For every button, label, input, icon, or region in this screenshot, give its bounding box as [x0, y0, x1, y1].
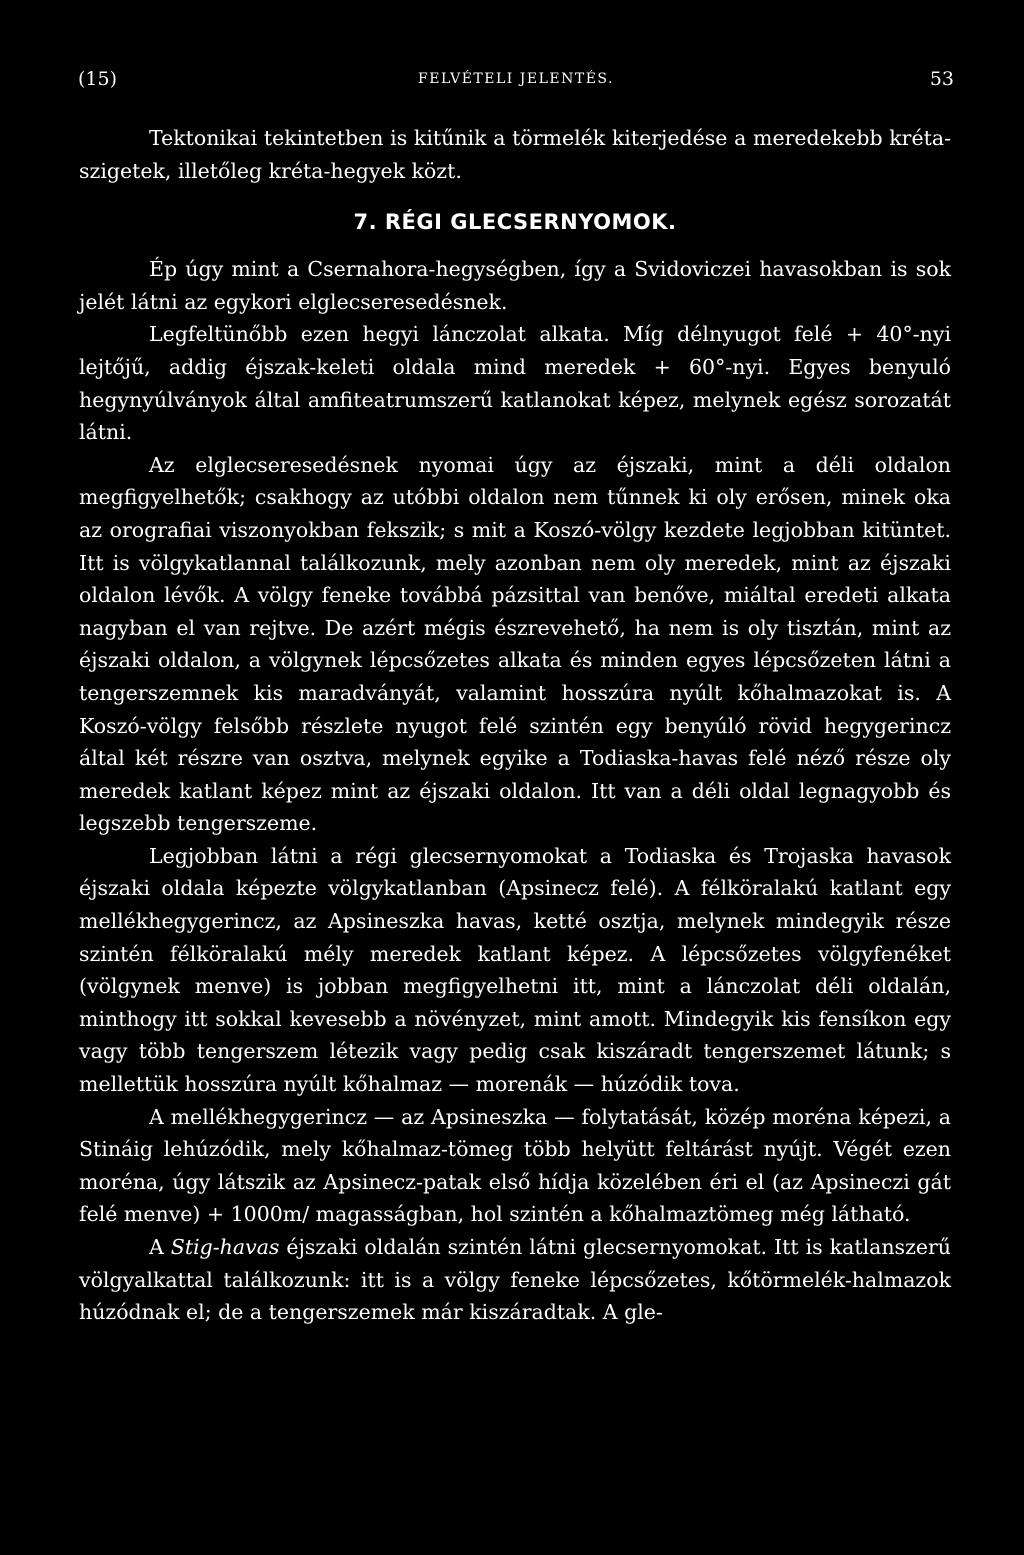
paragraph-7-prefix: A [149, 1235, 171, 1259]
paragraph-6: A mellékhegygerincz — az Apsineszka — folytatását, közép moréna képezi, a Stináig lehúzódik, mely kőhalmaz-tömeg több helyütt feltárást nyújt. Végét ezen moréna, úgy látszik az Apsinecz-patak első hídja közelében éri el (az Apsineczi gát felé menve) + 1000m/ magasságban, hol szintén a kőhalmaztömeg még látható. [79, 1104, 951, 1227]
running-title: FELVÉTELI JELENTÉS. [418, 71, 614, 87]
section-title: 7. RÉGI GLECSERNYOMOK. [353, 210, 677, 235]
place-name-italic: Stig-havas [170, 1235, 280, 1259]
paragraph-2: Ép úgy mint a Csernahora-hegységben, így a Svidoviczei havasokban is sok jelét látni az egykori elglecseresedésnek. [79, 257, 951, 314]
paragraph-7-rest: éjszaki oldalán szintén látni glecsernyomokat. Itt is katlanszerű völgyalkattal találkozunk: itt is a völgy feneke lépcsőzetes, kőtörmelék-halmazok húzódnak el; de a tengerszemek már kiszáradtak. A gle- [79, 1235, 951, 1325]
paragraph-4: Az elglecseresedésnek nyomai úgy az éjszaki, mint a déli oldalon megfigyelhetők; csakhogy az utóbbi oldalon nem tűnnek ki oly erősen, minek oka az orografiai viszonyokban fekszik; s mit a Koszó-völgy kezdete legjobban kitüntet. Itt is völgykatlannal találkozunk, mely azonban nem oly meredek, mint az éjszaki oldalon lévők. A völgy feneke továbbá pázsittal van benőve, miáltal eredeti alkata nagyban el van rejtve. De azért mégis észrevehető, ha nem is oly tisztán, mint az éjszaki oldalon, a völgynek lépcsőzetes alkata és minden egyes lépcsőzeten látni a tengerszemnek kis maradványát, valamint hosszúra nyúlt kőhalmazokat is. A Koszó-völgy felsőbb részlete nyugot felé szintén egy benyúló rövid hegygerincz által két részre van osztva, melynek egyike a Todiaska-havas felé néző része oly meredek katlant képez mint az éjszaki oldalon. Itt van a déli oldal legnagyobb és legszebb tengerszeme. [79, 452, 951, 836]
page-number: 53 [929, 68, 954, 90]
paragraph-5: Legjobban látni a régi glecsernyomokat a Todiaska és Trojaska havasok éjszaki oldala képezte völgykatlanban (Apsinecz felé). A félköralakú katlant egy mellékhegygerincz, az Apsineszka havas, ketté osztja, melynek mindegyik része szintén félköralakú mély meredek katlant képez. A lépcsőzetes völgyfenéket (völgynek menve) is jobban megfigyelhetni itt, mint a lánczolat déli oldalán, minthogy itt sokkal kevesebb a növényzet, mint amott. Mindegyik kis fensíkon egy vagy több tengerszem létezik vagy pedig csak kiszáradt tengerszemet látunk; s mellettük hosszúra nyúlt kőhalmaz — morenák — húzódik tova. [79, 843, 951, 1097]
paragraph-7 [79, 1231, 951, 1329]
page-header [78, 68, 954, 98]
paragraph-3: Legfeltünőbb ezen hegyi lánczolat alkata. Míg délnyugot felé + 40°-nyi lejtőjű, addig éjszak-keleti oldala mind meredek + 60°-nyi. Egyes benyuló hegynyúlványok által amfiteatrumszerű katlanokat képez, melynek egész sorozatát látni. [79, 322, 951, 445]
paragraph-1: Tektonikai tekintetben is kitűnik a törmelék kiterjedése a meredekebb kréta-szigetek, illetőleg kréta-hegyek közt. [79, 126, 951, 183]
body-text [79, 122, 951, 1329]
header-section-number: (15) [78, 68, 118, 90]
